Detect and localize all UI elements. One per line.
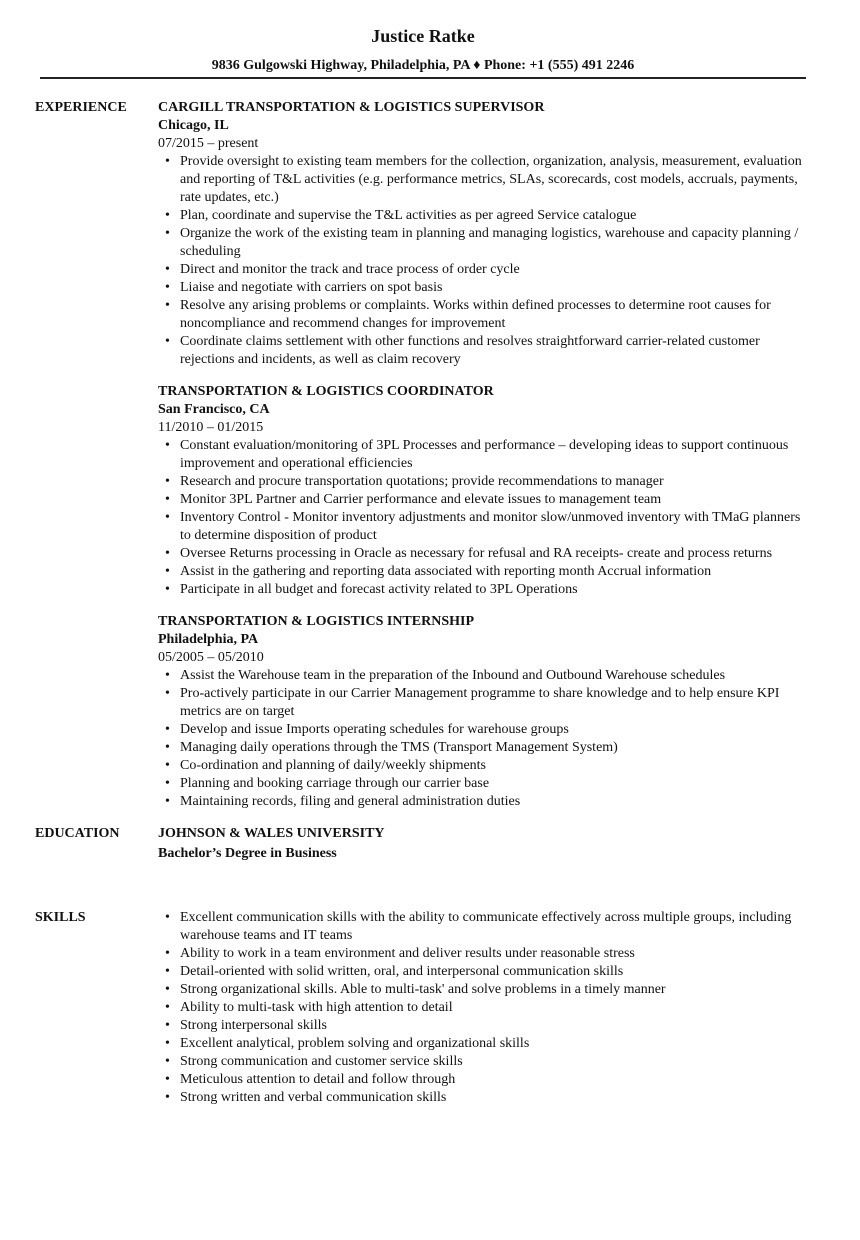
job-bullets [158,667,808,811]
section-label-skills: SKILLS [35,910,86,925]
bullet-item: • Managing daily operations through the TMS (Transport Management System) [180,739,808,757]
job-title: TRANSPORTATION & LOGISTICS COORDINATOR [158,384,494,399]
skill-item: • Strong written and verbal communication skills [180,1089,808,1107]
skill-item: • Detail-oriented with solid written, oral, and interpersonal communication skills [180,963,808,981]
bullet-item: • Co-ordination and planning of daily/weekly shipments [180,757,808,775]
skill-item: • Strong communication and customer service skills [180,1053,808,1071]
skill-item: • Strong interpersonal skills [180,1017,808,1035]
bullet-item: • Liaise and negotiate with carriers on spot basis [180,279,808,297]
skills-list [158,909,808,1107]
bullet-item: • Plan, coordinate and supervise the T&L activities as per agreed Service catalogue [180,207,808,225]
bullet-item: • Assist in the gathering and reporting data associated with reporting month Accrual information [180,563,808,581]
skill-item: • Excellent communication skills with the ability to communicate effectively across multiple groups, including warehouse teams and IT teams [180,909,808,945]
job-entry [158,99,808,369]
bullet-item: • Planning and booking carriage through our carrier base [180,775,808,793]
degree: Bachelor’s Degree in Business [158,846,337,861]
section-label-experience: EXPERIENCE [35,100,127,115]
resume-header [40,24,806,75]
bullet-item: • Organize the work of the existing team in planning and managing logistics, warehouse and capacity planning / scheduling [180,225,808,261]
bullet-item: • Pro-actively participate in our Carrier Management programme to share knowledge and to help ensure KPI metrics are on target [180,685,808,721]
experience-body [158,99,808,825]
address: 9836 Gulgowski Highway, Philadelphia, PA [211,58,470,73]
job-bullets [158,153,808,369]
job-dates: 05/2005 – 05/2010 [158,650,264,665]
job-entry [158,613,808,811]
job-location: Philadelphia, PA [158,632,259,647]
skill-item: • Ability to multi-task with high attention to detail [180,999,808,1017]
job-location: San Francisco, CA [158,402,270,417]
bullet-item: • Constant evaluation/monitoring of 3PL Processes and performance – developing ideas to support continuous improvement and operational efficiencies [180,437,808,473]
school-name: JOHNSON & WALES UNIVERSITY [158,826,385,841]
job-dates: 07/2015 – present [158,136,259,151]
header-divider [40,77,806,79]
bullet-item: • Assist the Warehouse team in the preparation of the Inbound and Outbound Warehouse schedules [180,667,808,685]
bullet-item: • Research and procure transportation quotations; provide recommendations to manager [180,473,808,491]
job-dates: 11/2010 – 01/2015 [158,420,264,435]
skill-item: • Excellent analytical, problem solving and organizational skills [180,1035,808,1053]
bullet-item: • Monitor 3PL Partner and Carrier performance and elevate issues to management team [180,491,808,509]
candidate-name: Justice Ratke [371,26,475,46]
job-bullets [158,437,808,599]
job-title: CARGILL TRANSPORTATION & LOGISTICS SUPERVISOR [158,100,545,115]
phone: Phone: +1 (555) 491 2246 [483,58,635,73]
section-label-education: EDUCATION [35,826,120,841]
bullet-item: • Maintaining records, filing and general administration duties [180,793,808,811]
contact-line [40,57,806,75]
skill-item: • Ability to work in a team environment and deliver results under reasonable stress [180,945,808,963]
job-location: Chicago, IL [158,118,229,133]
bullet-item: • Participate in all budget and forecast activity related to 3PL Operations [180,581,808,599]
job-title: TRANSPORTATION & LOGISTICS INTERNSHIP [158,614,474,629]
skill-item: • Strong organizational skills. Able to multi-task' and solve problems in a timely manner [180,981,808,999]
bullet-item: • Coordinate claims settlement with other functions and resolves straightforward carrier-related customer rejections and incidents, as well as claim recovery [180,333,808,369]
bullet-item: • Provide oversight to existing team members for the collection, organization, analysis, measurement, evaluation and reporting of T&L activities (e.g. performance metrics, SLAs, scorecards, cost models, accruals, payments, rate updates, etc.) [180,153,808,207]
bullet-item: • Direct and monitor the track and trace process of order cycle [180,261,808,279]
bullet-item: • Oversee Returns processing in Oracle as necessary for refusal and RA receipts- create and process returns [180,545,808,563]
bullet-item: • Resolve any arising problems or complaints. Works within defined processes to determine root causes for noncompliance and recommend changes for improvement [180,297,808,333]
bullet-item: • Inventory Control - Monitor inventory adjustments and monitor slow/unmoved inventory with TMaG planners to determine disposition of product [180,509,808,545]
education-body [158,825,808,863]
separator-diamond: ♦ [473,58,481,73]
skills-body [158,909,808,1107]
job-entry [158,383,808,599]
bullet-item: • Develop and issue Imports operating schedules for warehouse groups [180,721,808,739]
skill-item: • Meticulous attention to detail and follow through [180,1071,808,1089]
